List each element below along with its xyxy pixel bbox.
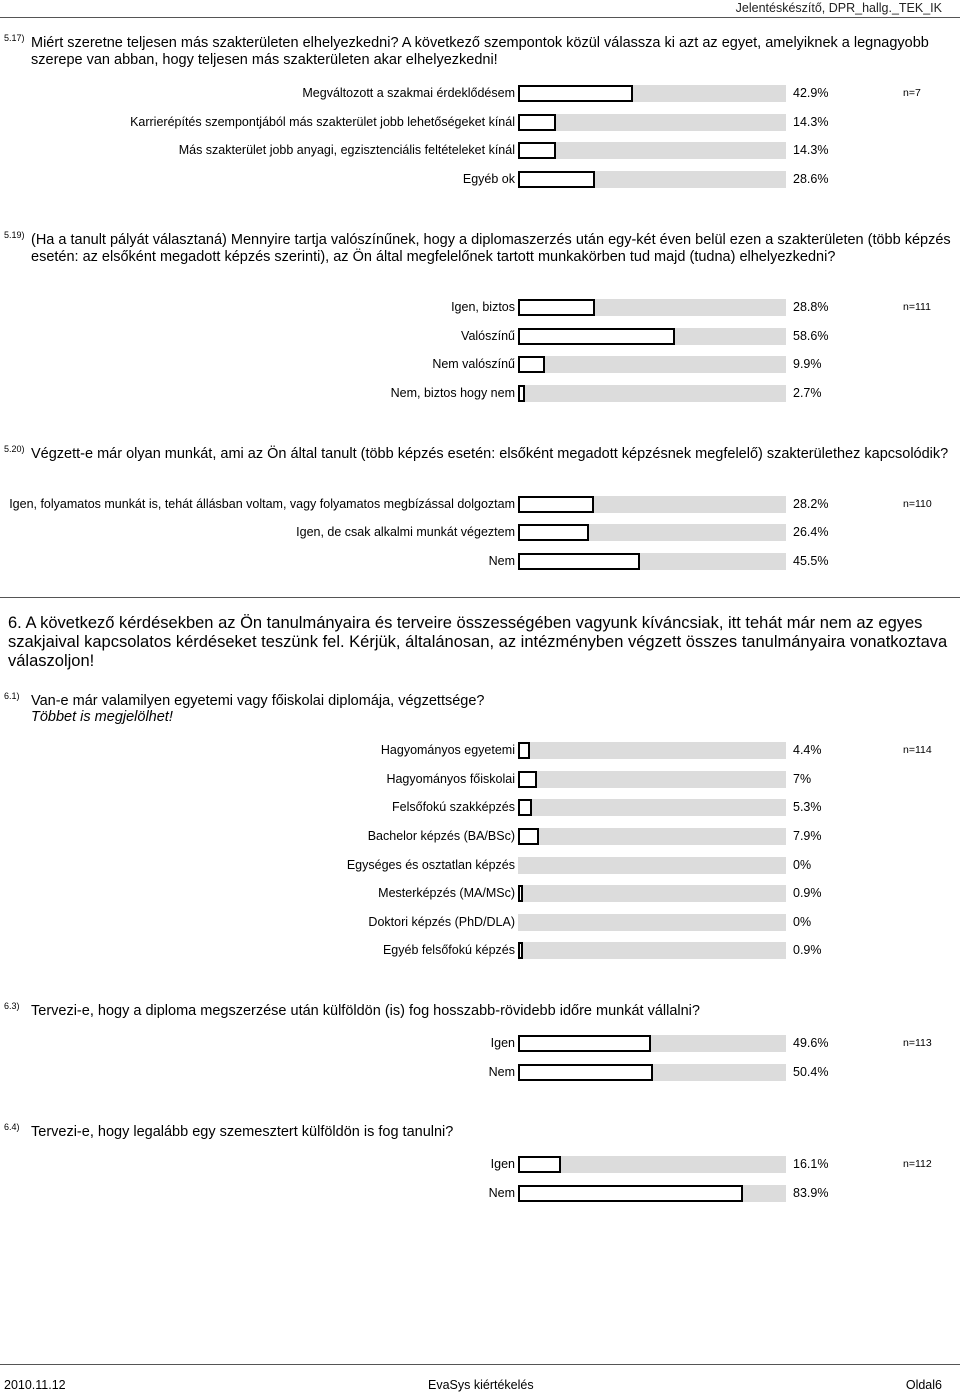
question-number: 5.19) <box>4 230 25 240</box>
answer-bar-fill <box>518 553 640 570</box>
answer-bar <box>518 942 786 959</box>
answer-percentage: 0% <box>793 915 812 929</box>
answer-percentage: 16.1% <box>793 1157 829 1171</box>
answer-bar <box>518 1064 786 1081</box>
report-header: Jelentéskészítő, DPR_hallg._TEK_IK <box>735 1 942 15</box>
answer-bar-fill <box>518 1035 651 1052</box>
footer-center: EvaSys kiértékelés <box>428 1378 534 1392</box>
question-text: Tervezi-e, hogy legalább egy szemesztert külföldön is fog tanulni? <box>31 1124 454 1140</box>
respondent-count: n=114 <box>903 744 932 756</box>
answer-label: Nem <box>488 1065 515 1079</box>
header-divider <box>0 17 960 18</box>
answer-bar <box>518 1185 786 1202</box>
answer-bar-fill <box>518 171 595 188</box>
answer-bar-fill <box>518 771 537 788</box>
answer-label: Igen, de csak alkalmi munkát végeztem <box>296 525 515 539</box>
question-text: Van-e már valamilyen egyetemi vagy főiskolai diplomája, végzettsége? <box>31 693 485 709</box>
answer-label: Más szakterület jobb anyagi, egzisztenciális feltételeket kínál <box>178 143 515 157</box>
answer-label: Felsőfokú szakképzés <box>392 800 515 814</box>
section-divider <box>0 597 960 598</box>
answer-bar <box>518 857 786 874</box>
answer-percentage: 0.9% <box>793 886 822 900</box>
answer-bar <box>518 885 786 902</box>
answer-percentage: 0% <box>793 858 812 872</box>
answer-label: Igen, folyamatos munkát is, tehát állásban voltam, vagy folyamatos megbízással dolgoztam <box>9 497 515 511</box>
answer-bar-fill <box>518 496 594 513</box>
answer-percentage: 42.9% <box>793 86 829 100</box>
answer-percentage: 4.4% <box>793 743 822 757</box>
answer-bar <box>518 171 786 188</box>
respondent-count: n=112 <box>903 1158 932 1170</box>
answer-bar-fill <box>518 114 556 131</box>
answer-percentage: 28.2% <box>793 497 829 511</box>
answer-label: Nem <box>488 1186 515 1200</box>
section-number: 6. <box>8 614 22 632</box>
answer-bar <box>518 742 786 759</box>
answer-bar-fill <box>518 799 532 816</box>
answer-bar <box>518 771 786 788</box>
answer-bar <box>518 328 786 345</box>
answer-bar-fill <box>518 299 595 316</box>
question-number: 6.1) <box>4 691 20 701</box>
answer-bar-fill <box>518 885 523 902</box>
respondent-count: n=111 <box>903 301 931 313</box>
answer-bar-fill <box>518 1185 743 1202</box>
answer-bar-fill <box>518 1064 653 1081</box>
answer-label: Egyéb felsőfokú képzés <box>382 943 515 957</box>
answer-bar-fill <box>518 328 675 345</box>
answer-bar <box>518 85 786 102</box>
footer-page: Oldal6 <box>905 1378 942 1392</box>
question-text: (Ha a tanult pályát választaná) Mennyire tartja valószínűnek, hogy a diplomaszerzés után egy-két éven belül ezen a szakterületen (több képzés esetén: az elsőként megadott képzés szerinti), az Ön által megfelelőnek tartott munkakörben tud majd (tudna) elhelyezkedni? <box>31 232 951 265</box>
answer-label: Nem <box>488 554 515 568</box>
answer-percentage: 14.3% <box>793 115 829 129</box>
answer-label: Valószínű <box>461 329 515 343</box>
answer-bar-fill <box>518 828 539 845</box>
answer-percentage: 50.4% <box>793 1065 829 1079</box>
answer-bar <box>518 385 786 402</box>
question-number: 5.20) <box>4 444 25 454</box>
question-number: 6.3) <box>4 1001 20 1011</box>
answer-percentage: 7.9% <box>793 829 822 843</box>
answer-bar-fill <box>518 524 589 541</box>
answer-bar-fill <box>518 1156 561 1173</box>
answer-bar-fill <box>518 356 545 373</box>
answer-bar <box>518 914 786 931</box>
answer-bar <box>518 114 786 131</box>
answer-percentage: 49.6% <box>793 1036 829 1050</box>
answer-label: Igen <box>490 1157 515 1171</box>
answer-bar <box>518 553 786 570</box>
answer-percentage: 28.6% <box>793 172 829 186</box>
answer-percentage: 14.3% <box>793 143 829 157</box>
answer-bar <box>518 799 786 816</box>
question-number: 6.4) <box>4 1122 20 1132</box>
answer-percentage: 7% <box>793 772 812 786</box>
answer-label: Megváltozott a szakmai érdeklődésem <box>302 86 515 100</box>
question-text: Miért szeretne teljesen más szakterületen elhelyezkedni? A következő szempontok közül válassza ki azt az egyet, amelyiknek a legnagyobb szerepe van abban, hogy teljesen más szakterületen akar elhelyezkedni! <box>31 35 929 68</box>
answer-bar-fill <box>518 142 556 159</box>
answer-bar <box>518 1035 786 1052</box>
answer-percentage: 9.9% <box>793 357 822 371</box>
answer-percentage: 28.8% <box>793 300 829 314</box>
answer-label: Doktori képzés (PhD/DLA) <box>368 915 515 929</box>
answer-percentage: 0.9% <box>793 943 822 957</box>
question-hint: Többet is megjelölhet! <box>31 709 173 725</box>
section-heading <box>8 614 953 671</box>
answer-bar-fill <box>518 85 633 102</box>
answer-bar <box>518 299 786 316</box>
answer-label: Egyéb ok <box>462 172 515 186</box>
answer-bar-fill <box>518 942 523 959</box>
footer-divider <box>0 1364 960 1365</box>
answer-bar <box>518 356 786 373</box>
answer-bar <box>518 1156 786 1173</box>
answer-label: Igen <box>490 1036 515 1050</box>
answer-label: Karrierépítés szempontjából más szakterület jobb lehetőségeket kínál <box>130 115 515 129</box>
respondent-count: n=113 <box>903 1037 932 1049</box>
respondent-count: n=7 <box>903 87 921 99</box>
footer-date: 2010.11.12 <box>4 1378 66 1392</box>
answer-percentage: 5.3% <box>793 800 822 814</box>
answer-percentage: 26.4% <box>793 525 829 539</box>
question-number: 5.17) <box>4 33 25 43</box>
answer-label: Nem valószínű <box>432 357 515 371</box>
answer-bar <box>518 524 786 541</box>
respondent-count: n=110 <box>903 498 932 510</box>
answer-bar <box>518 828 786 845</box>
section-text: A következő kérdésekben az Ön tanulmányaira és terveire összességében vagyunk kíváncsiak, itt tehát már nem az egyes szakjaival kapcsolatos kérdéseket teszünk fel. Kérjük, általánosan, az intézményben végzett összes tanulmányaira vonatkoztava válaszoljon! <box>8 614 948 670</box>
answer-bar <box>518 142 786 159</box>
answer-bar-fill <box>518 742 530 759</box>
answer-label: Nem, biztos hogy nem <box>390 386 515 400</box>
answer-percentage: 83.9% <box>793 1186 829 1200</box>
answer-bar-fill <box>518 385 525 402</box>
answer-label: Igen, biztos <box>451 300 515 314</box>
question-text: Végzett-e már olyan munkát, ami az Ön által tanult (több képzés esetén: elsőként megadott képzésnek megfelelő) szakterülethez kapcsolódik? <box>31 446 949 462</box>
answer-label: Bachelor képzés (BA/BSc) <box>367 829 515 843</box>
answer-label: Hagyományos egyetemi <box>380 743 515 757</box>
answer-label: Hagyományos főiskolai <box>386 772 515 786</box>
answer-label: Mesterképzés (MA/MSc) <box>378 886 515 900</box>
answer-percentage: 45.5% <box>793 554 829 568</box>
question-text: Tervezi-e, hogy a diploma megszerzése után külföldön (is) fog hosszabb-rövidebb időre munkát vállalni? <box>31 1003 700 1019</box>
answer-bar <box>518 496 786 513</box>
answer-label: Egységes és osztatlan képzés <box>346 858 515 872</box>
answer-percentage: 2.7% <box>793 386 822 400</box>
answer-percentage: 58.6% <box>793 329 829 343</box>
